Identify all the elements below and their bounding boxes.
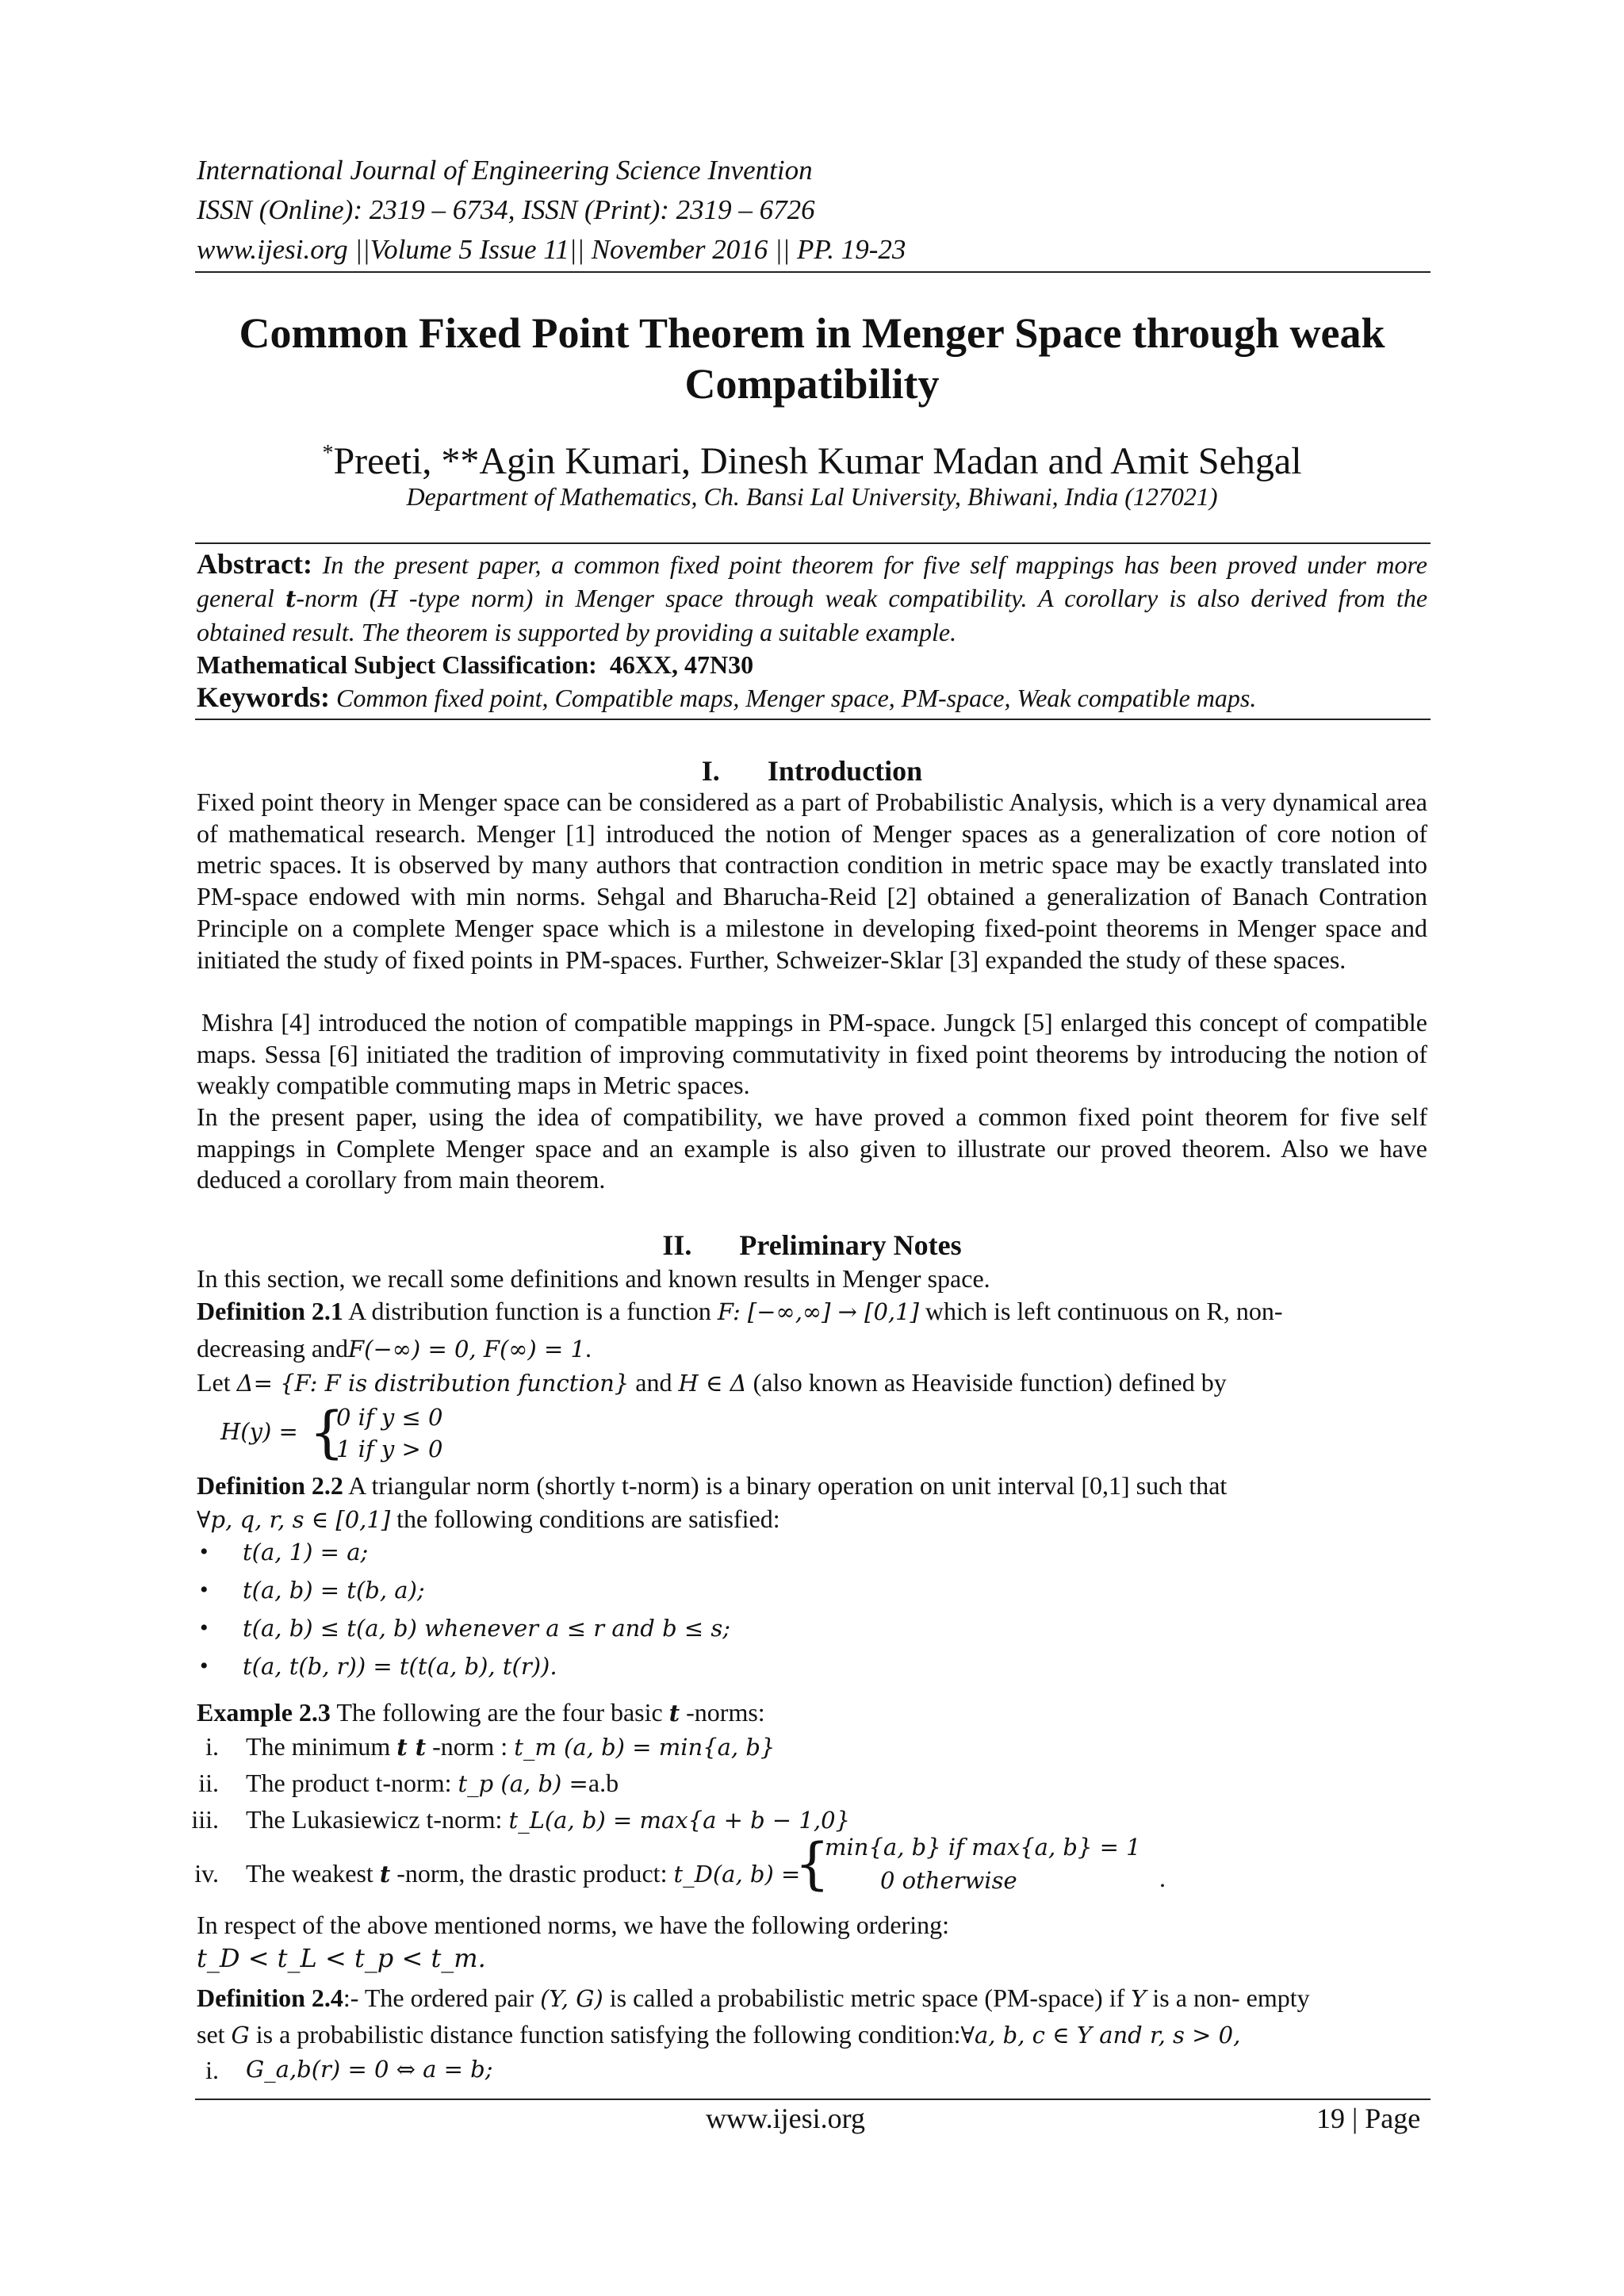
- abstract-bottom-rule: [195, 719, 1431, 720]
- condition-item: t(a, b) = t(b, a);: [243, 1577, 425, 1604]
- condition-item: t(a, b) ≤ t(a, b) whenever a ≤ r and b ≤ s;: [243, 1615, 731, 1642]
- list-item: The Lukasiewicz t-norm: t_L(a, b) = max{a + b − 1,0}: [246, 1805, 850, 1834]
- list-item: The product t-norm: t_p (a, b) =a.b: [246, 1769, 619, 1797]
- condition-item: t(a, 1) = a;: [243, 1539, 369, 1566]
- section-2-heading: II. Preliminary Notes: [662, 1229, 962, 1261]
- list-item: The minimum t t -norm : t_m (a, b) = min{a, b}: [246, 1732, 776, 1761]
- footer-page: 19 | Page: [1316, 2102, 1421, 2134]
- footer-site: www.ijesi.org: [706, 2102, 865, 2134]
- section-1-heading: I. Introduction: [701, 755, 923, 787]
- definition-2-2: Definition 2.2 A triangular norm (shortly t-norm) is a binary operation on unit interval [0,1] such that ∀p, q, r, s ∈ [0,1] the following conditions are satisfied:: [197, 1471, 1228, 1533]
- intro-paragraph-1: Fixed point theory in Menger space can be considered as a part of Probabilistic Analysis, which is a very dynamical area of mathematical research. Menger [1] introduced the notion of Menger spaces as a generalization of core notion of metric spaces. It is observed by many authors that contraction condition in metric space may be exactly translated into PM-space endowed with min norms. Sehgal and Bharucha-Reid [2] obtained a generalization of Banach Contration Principle on a complete Menger space which is a milestone in developing fixed-point theorems in Menger space and initiated the study of fixed points in PM-spaces. Further, Schweizer-Sklar [3] expanded the study of these spaces.: [197, 788, 1427, 974]
- example-2-3: Example 2.3 The following are the four basic t -norms:: [197, 1698, 765, 1727]
- abstract: Abstract: In the present paper, a common fixed point theorem for five self mappings has been proved under more general t-norm (H -type norm) in Menger space through weak compatibility. A corollary is also derived from the obtained result. The theorem is supported by providing a suitable example.: [197, 548, 1428, 646]
- intro-paragraph-2: Mishra [4] introduced the notion of compatible mappings in PM-space. Jungck [5] enlarged this concept of compatible maps. Sessa [6] initiated the tradition of improving commutativity in fixed point theorems by introducing the notion of weakly compatible commuting maps in Metric spaces.: [197, 1008, 1427, 1100]
- list-item: The weakest t -norm, the drastic product: t_D(a, b) =: [246, 1859, 801, 1888]
- intro-paragraph-3: In the present paper, using the idea of compatibility, we have proved a common fixed point theorem for five self mappings in Complete Menger space and an example is also given to illustrate our proved theorem. Also we have deduced a corollary from main theorem.: [197, 1102, 1427, 1194]
- definition-2-1: Definition 2.1 A distribution function is a function F: [−∞,∞] → [0,1] which is left continuous on R, non- decreasing andF(−∞) = 0, F(∞) = 1.: [197, 1297, 1283, 1363]
- journal-name: International Journal of Engineering Science Invention: [197, 155, 813, 186]
- heaviside-intro: Let Δ= {F: F is distribution function} and H ∈ Δ (also known as Heaviside function) defined by: [197, 1368, 1227, 1397]
- affiliation: Department of Mathematics, Ch. Bansi Lal University, Bhiwani, India (127021): [406, 482, 1218, 511]
- authors: *Preeti, **Agin Kumari, Dinesh Kumar Madan and Amit Sehgal: [322, 440, 1302, 482]
- abstract-label: Abstract:: [197, 548, 312, 580]
- condition-item: t(a, t(b, r)) = t(t(a, b), t(r)).: [243, 1653, 557, 1680]
- footer-rule: [195, 2099, 1431, 2100]
- definition-2-4-cont: set G is a probabilistic distance function satisfying the following condition:∀a, b, c ∈ Y and r, s > 0,: [197, 2020, 1241, 2049]
- section-2-intro: In this section, we recall some definitions and known results in Menger space.: [197, 1264, 990, 1293]
- ordering-math: t_D < t_L < t_p < t_m.: [197, 1943, 486, 1973]
- distribution-function-math: F: [−∞,∞] → [0,1]: [717, 1298, 919, 1325]
- left-brace: {: [795, 1831, 830, 1896]
- header-rule: [195, 271, 1431, 273]
- keywords-line: Keywords: Common fixed point, Compatible maps, Menger space, PM-space, Weak compatible maps.: [197, 681, 1257, 713]
- ordering-text: In respect of the above mentioned norms, we have the following ordering:: [197, 1911, 950, 1939]
- msc-line: Mathematical Subject Classification: 46XX, 47N30: [197, 650, 754, 679]
- journal-volume: www.ijesi.org ||Volume 5 Issue 11|| November 2016 || PP. 19-23: [197, 234, 906, 265]
- journal-issn: ISSN (Online): 2319 – 6734, ISSN (Print): 2319 – 6726: [197, 194, 815, 225]
- abstract-top-rule: [195, 542, 1431, 544]
- paper-title: Common Fixed Point Theorem in Menger Space through weak Compatibility: [239, 309, 1385, 408]
- definition-2-4: Definition 2.4:- The ordered pair (Y, G) is called a probabilistic metric space (PM-space) if Y is a non- empty: [197, 1984, 1310, 2012]
- left-brace: {: [309, 1400, 345, 1465]
